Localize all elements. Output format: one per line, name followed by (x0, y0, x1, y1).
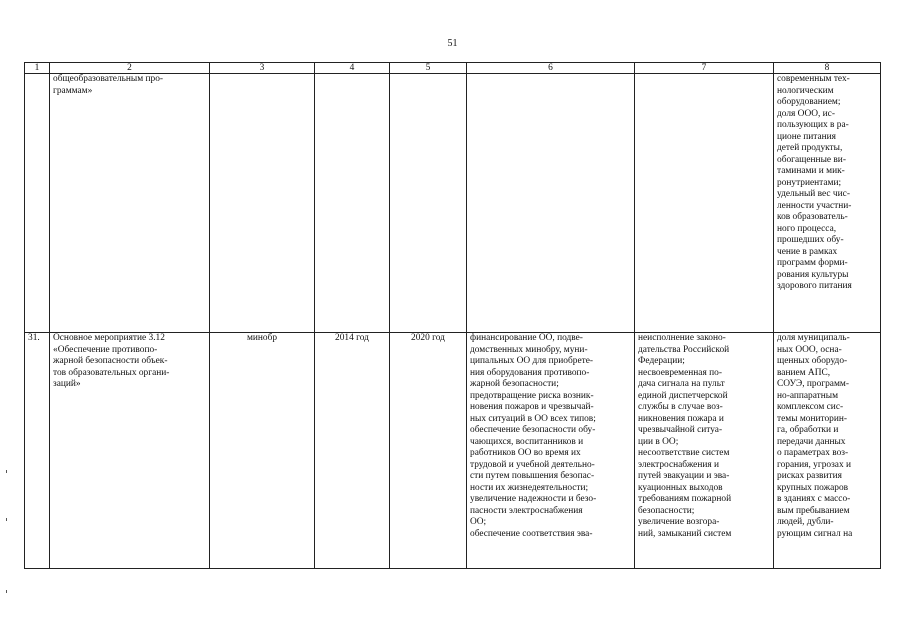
consequences-cell (635, 333, 774, 569)
measure-name-cell (50, 74, 210, 333)
cell-text-line: предотвращение риска возник- (470, 390, 594, 401)
measures-table (24, 62, 881, 569)
table-row (25, 74, 881, 333)
cell-text-line: удельный вес чис- (777, 189, 850, 199)
cell-text-line: ния оборудования противопо- (470, 367, 590, 378)
column-number-row (25, 63, 881, 74)
cell-text-line: путей эвакуации и эва- (638, 471, 730, 481)
cell-text-line: ков образователь- (777, 212, 848, 222)
cell-text-line: увеличение возгора- (638, 517, 720, 527)
cell-text-line: но-аппаратным (777, 390, 839, 401)
column-header-1: 1 (25, 63, 50, 74)
cell-text-line: доля ООО, ис- (777, 108, 835, 119)
cell-text-line: чрезвычайной ситуа- (638, 425, 723, 435)
cell-text-line: ных ситуаций в ОО всех типов; (470, 413, 596, 424)
cell-text-line: обеспечение соответствия эва- (470, 528, 593, 539)
cell-text-line: рисках развития (777, 471, 842, 481)
cell-text-line: Федерации; (638, 356, 685, 366)
cell-text-line: жарной безопасности; (470, 379, 559, 389)
cell-text-line: несвоевременная по- (638, 367, 722, 378)
column-header-7: 7 (635, 63, 774, 74)
cell-text-line: общеобразовательным про- (53, 74, 164, 84)
column-header-3: 3 (210, 63, 315, 74)
start-year-cell: 2014 год (315, 333, 390, 569)
cell-text-line: никновения пожара и (638, 413, 724, 424)
page-number: 51 (447, 38, 458, 49)
cell-text-line: ленности участни- (777, 200, 852, 211)
cell-text-line: людей, дубли- (777, 517, 834, 527)
cell-text-line: граммам» (53, 85, 93, 96)
scan-margin-mark (6, 470, 7, 473)
cell-text-line: Основное мероприятие 3.12 (53, 333, 165, 343)
cell-text-line: электроснабжения и (638, 459, 720, 470)
cell-text-line: требованиям пожарной (638, 494, 732, 504)
cell-text-line: домственных минобру, муни- (470, 344, 588, 355)
cell-text-line: трудовой и учебной деятельно- (470, 459, 595, 470)
cell-text-line: ципальных ОО для приобрете- (470, 356, 593, 366)
cell-text-line: пользующих в ра- (777, 120, 849, 130)
cell-text-line: финансирование ОО, подве- (470, 333, 583, 343)
executor-cell (210, 74, 315, 333)
cell-text-line: тов образовательных органи- (53, 367, 170, 378)
cell-text-line: чение в рамках (777, 246, 838, 257)
scan-margin-mark (6, 590, 7, 593)
cell-text-line: обогащенные ви- (777, 154, 846, 165)
cell-text-line: современным тех- (777, 74, 850, 84)
cell-text-line: оборудованием; (777, 97, 841, 107)
column-header-4: 4 (315, 63, 390, 74)
cell-text-line: здорового питания (777, 281, 852, 291)
cell-text-line: крупных пожаров (777, 482, 849, 493)
cell-text-line: пасности электроснабжения (470, 505, 583, 516)
end-year-cell: 2020 год (390, 333, 467, 569)
cell-text-line: щенных оборудо- (777, 356, 848, 366)
cell-text-line: службы в случае воз- (638, 402, 723, 412)
cell-text-line: работников ОО во время их (470, 448, 581, 458)
cell-text-line: дательства Российской (638, 344, 730, 355)
cell-text-line: жарной безопасности объек- (53, 356, 168, 366)
start-year-cell (315, 74, 390, 333)
cell-text-line: комплексом сис- (777, 402, 844, 412)
cell-text-line: доля муниципаль- (777, 333, 850, 343)
cell-text-line: ных ООО, осна- (777, 344, 842, 355)
cell-text-line: куационных выходов (638, 482, 723, 493)
cell-text-line: обеспечение безопасности обу- (470, 425, 596, 435)
column-header-8: 8 (774, 63, 881, 74)
cell-text-line: га, обработки и (777, 425, 839, 435)
cell-text-line: в зданиях с массо- (777, 494, 851, 504)
cell-text-line: передачи данных (777, 436, 846, 447)
cell-text-line: ного процесса, (777, 223, 837, 234)
cell-text-line: ОО; (470, 517, 487, 527)
cell-text-line: прошедших обу- (777, 235, 844, 245)
scan-margin-mark (6, 518, 7, 521)
cell-text-line: сти путем повышения безопас- (470, 471, 595, 481)
cell-text-line: ности их жизнедеятельности; (470, 482, 589, 493)
cell-text-line: нологическим (777, 85, 834, 96)
cell-text-line: дача сигнала на пульт (638, 379, 725, 389)
cell-text-line: единой диспетчерской (638, 390, 728, 401)
cell-text-line: ронутриентами; (777, 177, 842, 188)
column-header-6: 6 (467, 63, 635, 74)
consequences-cell (635, 74, 774, 333)
cell-text-line: неисполнение законо- (638, 333, 726, 343)
cell-text-line: СОУЭ, программ- (777, 379, 849, 389)
row-number-cell: 31. (25, 333, 50, 569)
cell-text-line: заций» (53, 379, 81, 389)
cell-text-line: ционе питания (777, 131, 836, 142)
cell-text-line: горания, угрозах и (777, 459, 852, 470)
indicator-cell (774, 333, 881, 569)
cell-text-line: о параметрах воз- (777, 448, 849, 458)
expected-result-cell (467, 74, 635, 333)
cell-text-line: рующим сигнал на (777, 528, 853, 539)
cell-text-line: «Обеспечение противопо- (53, 344, 158, 355)
cell-text-line: безопасности; (638, 505, 695, 516)
measure-name-cell (50, 333, 210, 569)
expected-result-cell (467, 333, 635, 569)
cell-text-line: вым пребыванием (777, 505, 850, 516)
cell-text-line: ванием АПС, (777, 367, 831, 378)
table-row (25, 333, 881, 569)
cell-text-line: программ форми- (777, 258, 848, 268)
row-number-cell (25, 74, 50, 333)
cell-text-line: рования культуры (777, 269, 849, 280)
cell-text-line: новения пожаров и чрезвычай- (470, 402, 594, 412)
cell-text-line: ний, замыканий систем (638, 528, 732, 539)
end-year-cell (390, 74, 467, 333)
cell-text-line: таминами и мик- (777, 166, 845, 176)
cell-text-line: чающихся, воспитанников и (470, 436, 584, 447)
executor-cell: минобр (210, 333, 315, 569)
cell-text-line: увеличение надежности и безо- (470, 494, 597, 504)
cell-text-line: детей продукты, (777, 143, 843, 153)
cell-text-line: ции в ОО; (638, 436, 679, 447)
cell-text-line: несоответствие систем (638, 448, 730, 458)
column-header-5: 5 (390, 63, 467, 74)
indicator-cell (774, 74, 881, 333)
cell-text-line: темы мониторин- (777, 413, 847, 424)
column-header-2: 2 (50, 63, 210, 74)
